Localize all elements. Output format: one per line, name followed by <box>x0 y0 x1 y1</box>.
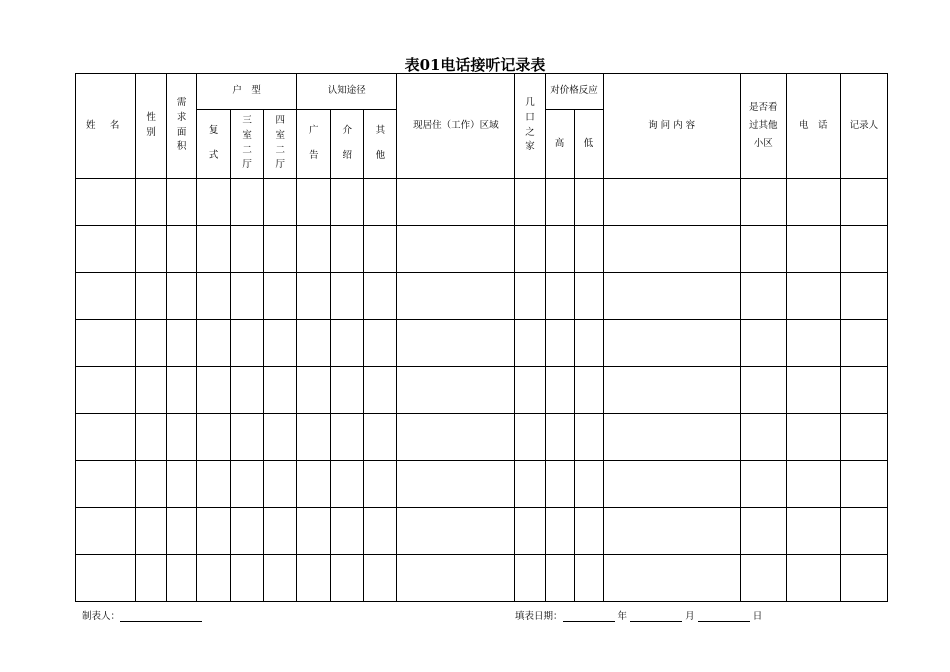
table-cell[interactable] <box>545 555 574 602</box>
table-row <box>76 367 888 414</box>
header-referral: 介绍 <box>331 110 364 179</box>
table-cell[interactable] <box>786 508 840 555</box>
header-recorder: 记录人 <box>840 74 887 179</box>
table-cell[interactable] <box>545 508 574 555</box>
header-other: 其他 <box>364 110 397 179</box>
table-cell[interactable] <box>740 273 786 320</box>
table-cell[interactable] <box>515 508 545 555</box>
table-cell[interactable] <box>136 461 167 508</box>
table-cell[interactable] <box>331 367 364 414</box>
table-cell[interactable] <box>76 461 136 508</box>
table-cell[interactable] <box>297 555 331 602</box>
table-cell[interactable] <box>740 508 786 555</box>
table-cell[interactable] <box>264 461 297 508</box>
table-cell[interactable] <box>603 226 740 273</box>
table-cell[interactable] <box>331 226 364 273</box>
table-cell[interactable] <box>136 414 167 461</box>
table-cell[interactable] <box>397 508 515 555</box>
table-cell[interactable] <box>545 461 574 508</box>
table-cell[interactable] <box>740 179 786 226</box>
table-cell[interactable] <box>167 226 197 273</box>
table-cell[interactable] <box>331 414 364 461</box>
table-cell[interactable] <box>364 179 397 226</box>
table-cell[interactable] <box>264 367 297 414</box>
table-cell[interactable] <box>574 320 603 367</box>
table-cell[interactable] <box>297 508 331 555</box>
table-row <box>76 508 888 555</box>
table-cell[interactable] <box>264 273 297 320</box>
table-cell[interactable] <box>545 320 574 367</box>
table-cell[interactable] <box>786 461 840 508</box>
table-cell[interactable] <box>397 367 515 414</box>
table-cell[interactable] <box>397 414 515 461</box>
table-cell[interactable] <box>231 555 264 602</box>
table-cell[interactable] <box>603 179 740 226</box>
table-cell[interactable] <box>786 226 840 273</box>
table-cell[interactable] <box>197 367 231 414</box>
table-cell[interactable] <box>297 320 331 367</box>
table-cell[interactable] <box>786 367 840 414</box>
table-cell[interactable] <box>786 555 840 602</box>
table-cell[interactable] <box>786 273 840 320</box>
table-cell[interactable] <box>603 461 740 508</box>
table-cell[interactable] <box>136 273 167 320</box>
table-cell[interactable] <box>603 508 740 555</box>
table-cell[interactable] <box>76 508 136 555</box>
header-inquiry: 询 问 内 容 <box>603 74 740 179</box>
table-cell[interactable] <box>136 320 167 367</box>
table-cell[interactable] <box>397 273 515 320</box>
table-cell[interactable] <box>264 179 297 226</box>
table-cell[interactable] <box>397 226 515 273</box>
table-cell[interactable] <box>786 320 840 367</box>
table-cell[interactable] <box>167 179 197 226</box>
table-cell[interactable] <box>264 414 297 461</box>
table-row <box>76 555 888 602</box>
table-cell[interactable] <box>167 555 197 602</box>
table-cell[interactable] <box>197 461 231 508</box>
table-row <box>76 320 888 367</box>
table-cell[interactable] <box>740 226 786 273</box>
table-cell[interactable] <box>545 226 574 273</box>
table-cell[interactable] <box>515 226 545 273</box>
table-cell[interactable] <box>603 320 740 367</box>
table-cell[interactable] <box>331 179 364 226</box>
header-residence: 现居住（工作）区域 <box>397 74 515 179</box>
table-cell[interactable] <box>840 179 887 226</box>
table-cell[interactable] <box>840 320 887 367</box>
table-cell[interactable] <box>76 414 136 461</box>
table-row <box>76 414 888 461</box>
table-cell[interactable] <box>840 555 887 602</box>
header-high: 高 <box>545 110 574 179</box>
table-row <box>76 273 888 320</box>
table-cell[interactable] <box>136 508 167 555</box>
footer-maker <box>82 608 202 622</box>
table-cell[interactable] <box>364 555 397 602</box>
table-cell[interactable] <box>545 367 574 414</box>
table-cell[interactable] <box>231 461 264 508</box>
table-cell[interactable] <box>197 508 231 555</box>
record-rows <box>76 179 888 602</box>
table-cell[interactable] <box>364 273 397 320</box>
table-cell[interactable] <box>574 273 603 320</box>
table-cell[interactable] <box>574 179 603 226</box>
table-cell[interactable] <box>574 414 603 461</box>
table-cell[interactable] <box>136 367 167 414</box>
table-cell[interactable] <box>545 179 574 226</box>
table-cell[interactable] <box>297 461 331 508</box>
table-cell[interactable] <box>397 179 515 226</box>
day-blank[interactable] <box>698 612 750 622</box>
table-cell[interactable] <box>136 226 167 273</box>
table-cell[interactable] <box>740 414 786 461</box>
table-cell[interactable] <box>574 461 603 508</box>
table-cell[interactable] <box>364 367 397 414</box>
table-cell[interactable] <box>740 367 786 414</box>
table-cell[interactable] <box>397 320 515 367</box>
maker-blank[interactable] <box>120 612 202 622</box>
table-cell[interactable] <box>364 461 397 508</box>
table-cell[interactable] <box>231 320 264 367</box>
header-family: 几口之家 <box>515 74 545 179</box>
header-ad: 广告 <box>297 110 331 179</box>
table-cell[interactable] <box>740 320 786 367</box>
table-cell[interactable] <box>231 508 264 555</box>
table-cell[interactable] <box>331 461 364 508</box>
table-cell[interactable] <box>786 179 840 226</box>
table-cell[interactable] <box>167 508 197 555</box>
header-area: 需求面积 <box>167 74 197 179</box>
table-cell[interactable] <box>515 179 545 226</box>
table-cell[interactable] <box>297 367 331 414</box>
table-cell[interactable] <box>574 555 603 602</box>
table-cell[interactable] <box>197 179 231 226</box>
table-cell[interactable] <box>515 461 545 508</box>
table-cell[interactable] <box>197 226 231 273</box>
table-cell[interactable] <box>197 273 231 320</box>
table-cell[interactable] <box>297 273 331 320</box>
table-cell[interactable] <box>197 320 231 367</box>
table-cell[interactable] <box>603 414 740 461</box>
table-cell[interactable] <box>76 367 136 414</box>
table-cell[interactable] <box>331 508 364 555</box>
table-cell[interactable] <box>231 273 264 320</box>
table-cell[interactable] <box>840 414 887 461</box>
table-cell[interactable] <box>840 273 887 320</box>
month-label: 月 <box>685 611 695 622</box>
table-cell[interactable] <box>167 320 197 367</box>
header-house-type: 户 型 <box>197 74 297 110</box>
table-cell[interactable] <box>167 414 197 461</box>
table-cell[interactable] <box>297 179 331 226</box>
table-cell[interactable] <box>515 555 545 602</box>
table-cell[interactable] <box>264 320 297 367</box>
call-record-table <box>75 73 888 602</box>
header-duplex: 复式 <box>197 110 231 179</box>
table-cell[interactable] <box>76 179 136 226</box>
header-gender: 性别 <box>136 74 167 179</box>
table-cell[interactable] <box>740 461 786 508</box>
table-cell[interactable] <box>786 414 840 461</box>
table-cell[interactable] <box>76 273 136 320</box>
table-cell[interactable] <box>603 367 740 414</box>
table-cell[interactable] <box>364 508 397 555</box>
table-cell[interactable] <box>167 461 197 508</box>
table-cell[interactable] <box>331 555 364 602</box>
table-cell[interactable] <box>364 414 397 461</box>
table-cell[interactable] <box>76 226 136 273</box>
table-cell[interactable] <box>231 367 264 414</box>
header-seen-other: 是否看过其他小区 <box>740 74 786 179</box>
table-cell[interactable] <box>603 555 740 602</box>
header-name: 姓 名 <box>76 74 136 179</box>
table-cell[interactable] <box>515 367 545 414</box>
header-three-room: 三室二厅 <box>231 110 264 179</box>
table-cell[interactable] <box>574 226 603 273</box>
table-cell[interactable] <box>331 320 364 367</box>
table-row <box>76 226 888 273</box>
table-cell[interactable] <box>840 226 887 273</box>
table-cell[interactable] <box>167 273 197 320</box>
table-cell[interactable] <box>574 508 603 555</box>
table-cell[interactable] <box>231 226 264 273</box>
header-low: 低 <box>574 110 603 179</box>
table-cell[interactable] <box>297 414 331 461</box>
table-cell[interactable] <box>840 367 887 414</box>
table-cell[interactable] <box>840 461 887 508</box>
table-row <box>76 461 888 508</box>
table-cell[interactable] <box>136 555 167 602</box>
table-cell[interactable] <box>76 555 136 602</box>
table-cell[interactable] <box>136 179 167 226</box>
table-cell[interactable] <box>603 273 740 320</box>
table-cell[interactable] <box>364 320 397 367</box>
footer-date <box>515 608 762 622</box>
table-cell[interactable] <box>515 273 545 320</box>
day-label: 日 <box>752 611 763 622</box>
table-cell[interactable] <box>397 555 515 602</box>
table-cell[interactable] <box>840 508 887 555</box>
table-cell[interactable] <box>397 461 515 508</box>
table-cell[interactable] <box>364 226 397 273</box>
header-awareness: 认知途径 <box>297 74 397 110</box>
year-label: 年 <box>617 611 628 622</box>
table-cell[interactable] <box>545 414 574 461</box>
month-blank[interactable] <box>630 612 682 622</box>
table-cell[interactable] <box>297 226 331 273</box>
table-cell[interactable] <box>545 273 574 320</box>
table-cell[interactable] <box>231 179 264 226</box>
table-cell[interactable] <box>231 414 264 461</box>
table-cell[interactable] <box>331 273 364 320</box>
table-cell[interactable] <box>574 367 603 414</box>
table-cell[interactable] <box>264 508 297 555</box>
table-row <box>76 179 888 226</box>
header-price-reaction: 对价格反应 <box>545 74 603 110</box>
year-blank[interactable] <box>563 612 615 622</box>
header-phone: 电 话 <box>786 74 840 179</box>
table-cell[interactable] <box>264 555 297 602</box>
table-cell[interactable] <box>167 367 197 414</box>
table-cell[interactable] <box>76 320 136 367</box>
table-cell[interactable] <box>264 226 297 273</box>
table-cell[interactable] <box>197 555 231 602</box>
header-four-room: 四室二厅 <box>264 110 297 179</box>
table-cell[interactable] <box>515 414 545 461</box>
page-title: 表01电话接听记录表 <box>404 56 546 74</box>
table-cell[interactable] <box>740 555 786 602</box>
date-label: 填表日期： <box>515 611 563 622</box>
maker-label: 制表人： <box>82 611 121 622</box>
table-cell[interactable] <box>197 414 231 461</box>
table-cell[interactable] <box>515 320 545 367</box>
